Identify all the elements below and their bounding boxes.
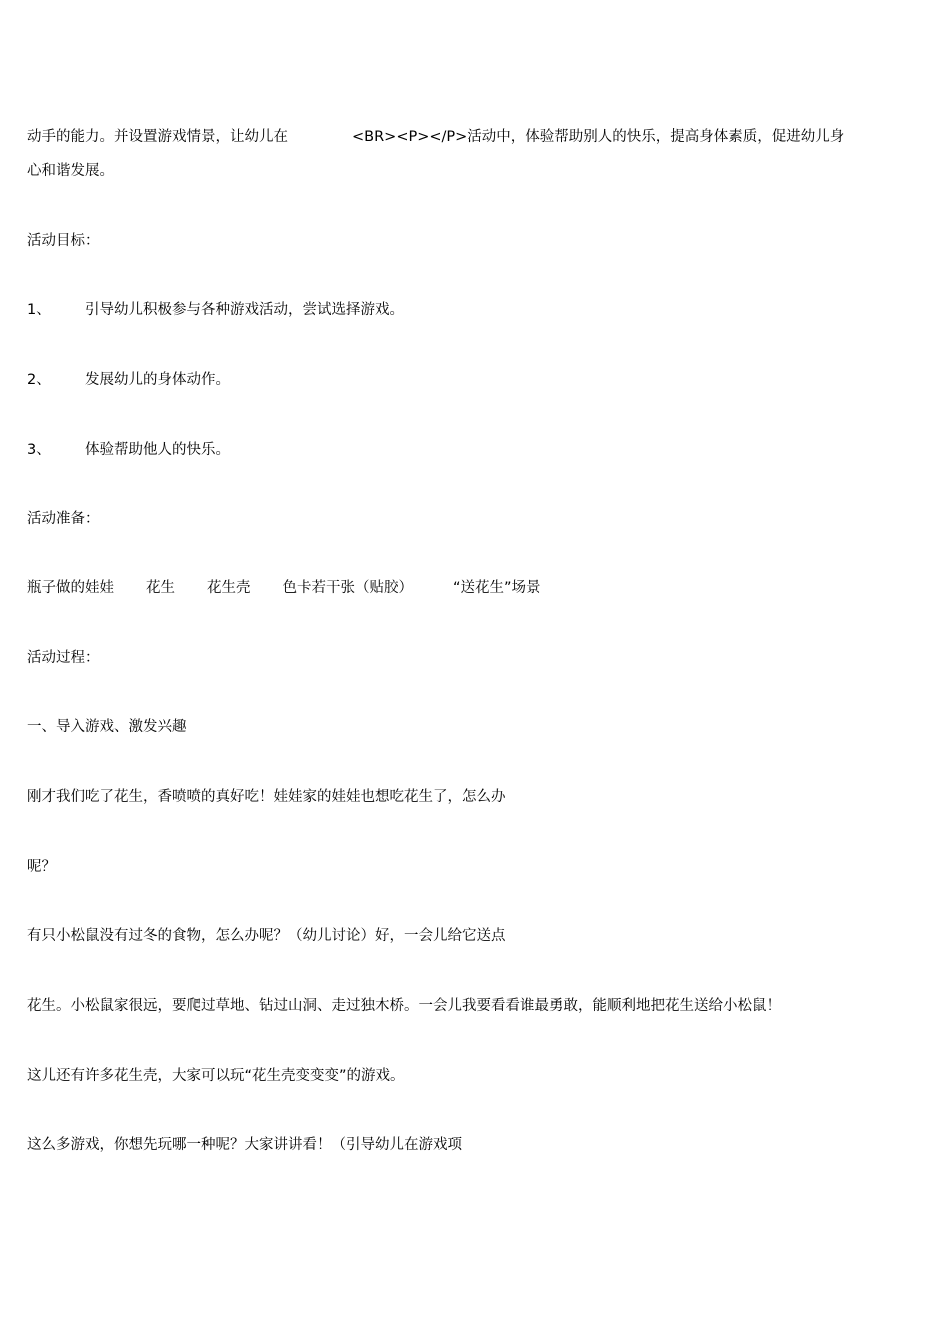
paragraph-line: 花生。小松鼠家很远，要爬过草地、钻过山洞、走过独木桥。一会儿我要看看谁最勇敢，能顺利地把花生送给小松鼠！ (27, 998, 781, 1014)
goal-item-2 (27, 370, 230, 390)
goal-number: 1、 (27, 302, 51, 318)
goal-item-1 (27, 300, 404, 320)
intro-line-1 (27, 127, 844, 147)
material-item: 瓶子做的娃娃 (27, 580, 114, 596)
paragraph-line: 这儿还有许多花生壳，大家可以玩“花生壳变变变”的游戏。 (27, 1068, 405, 1084)
paragraph-line: 呢？ (27, 859, 56, 875)
goal-number: 2、 (27, 372, 51, 388)
goal-item-3 (27, 440, 230, 460)
intro-text-1a: 动手的能力。并设置游戏情景，让幼儿在 (27, 129, 288, 145)
paragraph-line: 这么多游戏，你想先玩哪一种呢？大家讲讲看！（引导幼儿在游戏项 (27, 1137, 462, 1153)
goal-number: 3、 (27, 442, 51, 458)
intro-text-1b: <BR><P></P>活动中，体验帮助别人的快乐，提高身体素质，促进幼儿身 (352, 129, 845, 145)
prep-heading: 活动准备： (27, 511, 100, 527)
material-item: 花生壳 (207, 580, 251, 596)
goal-text: 引导幼儿积极参与各种游戏活动，尝试选择游戏。 (85, 302, 404, 318)
paragraph-line: 刚才我们吃了花生，香喷喷的真好吃！娃娃家的娃娃也想吃花生了，怎么办 (27, 789, 506, 805)
material-item: 色卡若干张（贴胶） (282, 580, 413, 596)
material-item: “送花生”场景 (453, 580, 541, 596)
section-title: 一、导入游戏、激发兴趣 (27, 719, 187, 735)
process-heading: 活动过程： (27, 650, 100, 666)
goals-heading: 活动目标： (27, 233, 100, 249)
prep-materials (27, 578, 541, 598)
material-item: 花生 (146, 580, 175, 596)
goal-text: 发展幼儿的身体动作。 (85, 372, 230, 388)
intro-line-2: 心和谐发展。 (27, 163, 114, 179)
goal-text: 体验帮助他人的快乐。 (85, 442, 230, 458)
paragraph-line: 有只小松鼠没有过冬的食物，怎么办呢？（幼儿讨论）好，一会儿给它送点 (27, 928, 506, 944)
